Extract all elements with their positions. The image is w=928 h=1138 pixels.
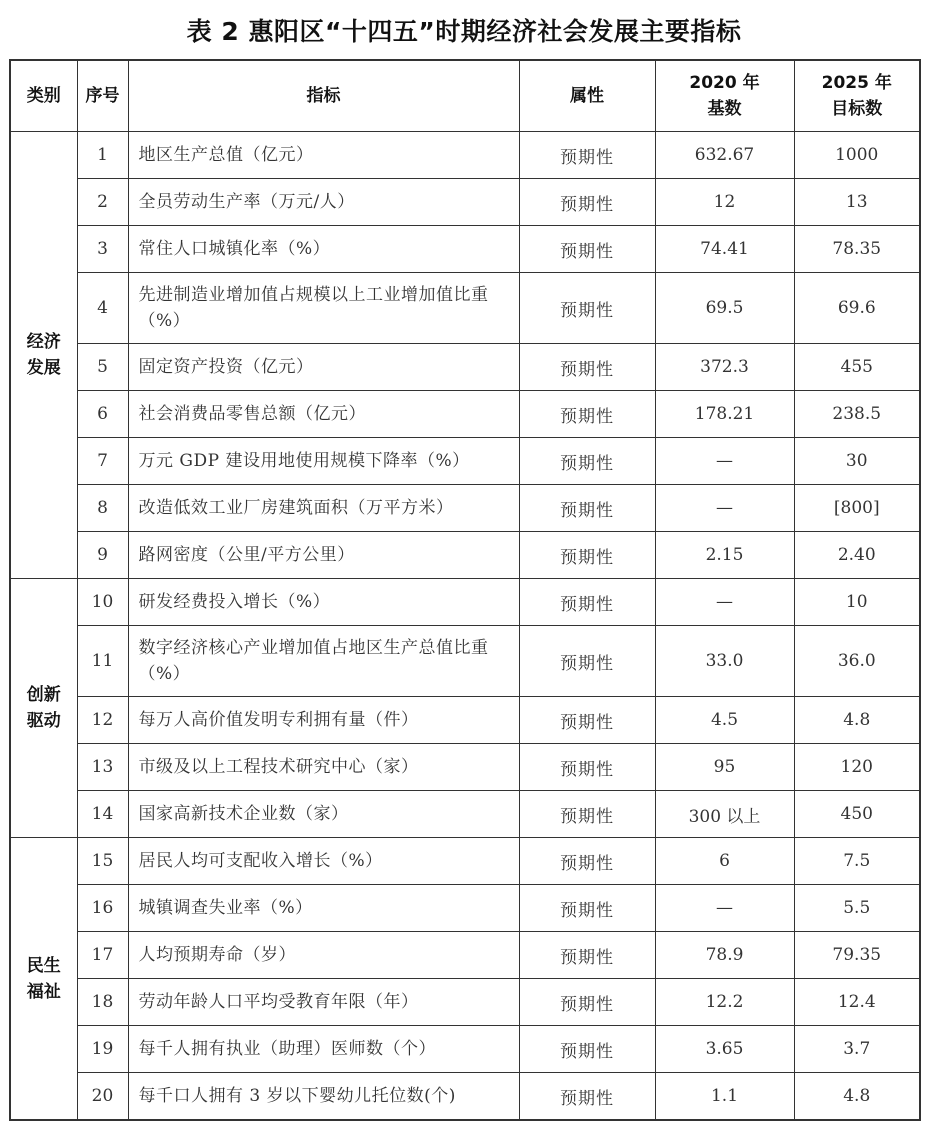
indicator-cell: 固定资产投资（亿元） [128, 344, 519, 391]
attribute-cell: 预期性 [519, 179, 655, 226]
seq-cell: 9 [77, 532, 128, 579]
seq-cell: 1 [77, 132, 128, 179]
header-row [10, 60, 920, 132]
target-2025-cell: 10 [794, 579, 920, 626]
attribute-cell: 预期性 [519, 744, 655, 791]
target-2025-cell: 13 [794, 179, 920, 226]
category-cell-wellbeing [10, 838, 77, 1121]
target-2025-cell: 4.8 [794, 697, 920, 744]
category-label-line1: 民生 [26, 955, 61, 976]
indicator-cell: 先进制造业增加值占规模以上工业增加值比重（%） [128, 273, 519, 344]
base-2020-cell: 632.67 [655, 132, 794, 179]
indicator-cell: 社会消费品零售总额（亿元） [128, 391, 519, 438]
header-base-2020-line1: 2020 年 [689, 73, 760, 93]
base-2020-cell: 3.65 [655, 1026, 794, 1073]
base-2020-cell: 1.1 [655, 1073, 794, 1121]
indicator-cell: 地区生产总值（亿元） [128, 132, 519, 179]
indicator-cell: 每万人高价值发明专利拥有量（件） [128, 697, 519, 744]
target-2025-cell: 1000 [794, 132, 920, 179]
target-2025-cell: 455 [794, 344, 920, 391]
indicator-cell: 国家高新技术企业数（家） [128, 791, 519, 838]
seq-cell: 3 [77, 226, 128, 273]
table-row [10, 697, 920, 744]
header-base-2020-line2: 基数 [707, 99, 742, 119]
table-row [10, 438, 920, 485]
seq-cell: 8 [77, 485, 128, 532]
target-2025-cell: 5.5 [794, 885, 920, 932]
category-label-line2: 福祉 [26, 981, 61, 1002]
header-target-2025 [794, 60, 920, 132]
indicator-cell: 每千人拥有执业（助理）医师数（个） [128, 1026, 519, 1073]
header-attribute: 属性 [519, 60, 655, 132]
indicator-cell: 数字经济核心产业增加值占地区生产总值比重（%） [128, 626, 519, 697]
category-cell-economy [10, 132, 77, 579]
header-category: 类别 [10, 60, 77, 132]
table-row [10, 1073, 920, 1121]
indicator-cell: 居民人均可支配收入增长（%） [128, 838, 519, 885]
base-2020-cell: 6 [655, 838, 794, 885]
seq-cell: 14 [77, 791, 128, 838]
target-2025-cell: 4.8 [794, 1073, 920, 1121]
seq-cell: 5 [77, 344, 128, 391]
header-target-2025-line2: 目标数 [831, 99, 883, 119]
base-2020-cell: — [655, 485, 794, 532]
table-row [10, 791, 920, 838]
attribute-cell: 预期性 [519, 485, 655, 532]
table-row [10, 626, 920, 697]
attribute-cell: 预期性 [519, 344, 655, 391]
seq-cell: 18 [77, 979, 128, 1026]
attribute-cell: 预期性 [519, 226, 655, 273]
table-row [10, 391, 920, 438]
target-2025-cell: 79.35 [794, 932, 920, 979]
seq-cell: 19 [77, 1026, 128, 1073]
table-row [10, 179, 920, 226]
attribute-cell: 预期性 [519, 1026, 655, 1073]
seq-cell: 12 [77, 697, 128, 744]
base-2020-cell: 372.3 [655, 344, 794, 391]
table-row [10, 744, 920, 791]
seq-cell: 15 [77, 838, 128, 885]
indicator-cell: 每千口人拥有 3 岁以下婴幼儿托位数(个) [128, 1073, 519, 1121]
table-row [10, 932, 920, 979]
base-2020-cell: 33.0 [655, 626, 794, 697]
category-label-line1: 创新 [26, 685, 61, 705]
seq-cell: 6 [77, 391, 128, 438]
table-row [10, 838, 920, 885]
seq-cell: 2 [77, 179, 128, 226]
header-indicator: 指标 [128, 60, 519, 132]
category-label-line2: 发展 [26, 358, 61, 378]
target-2025-cell: 3.7 [794, 1026, 920, 1073]
attribute-cell: 预期性 [519, 626, 655, 697]
target-2025-cell: 7.5 [794, 838, 920, 885]
attribute-cell: 预期性 [519, 979, 655, 1026]
seq-cell: 4 [77, 273, 128, 344]
target-2025-cell: 450 [794, 791, 920, 838]
base-2020-cell: 2.15 [655, 532, 794, 579]
table-row [10, 532, 920, 579]
base-2020-cell: 4.5 [655, 697, 794, 744]
seq-cell: 17 [77, 932, 128, 979]
table-title: 表 2 惠阳区“十四五”时期经济社会发展主要指标 [186, 17, 742, 46]
seq-cell: 16 [77, 885, 128, 932]
base-2020-cell: — [655, 438, 794, 485]
target-2025-cell: 30 [794, 438, 920, 485]
attribute-cell: 预期性 [519, 532, 655, 579]
seq-cell: 10 [77, 579, 128, 626]
base-2020-cell: — [655, 885, 794, 932]
table-row [10, 132, 920, 179]
attribute-cell: 预期性 [519, 932, 655, 979]
attribute-cell: 预期性 [519, 579, 655, 626]
target-2025-cell: 2.40 [794, 532, 920, 579]
attribute-cell: 预期性 [519, 438, 655, 485]
attribute-cell: 预期性 [519, 273, 655, 344]
target-2025-cell: 69.6 [794, 273, 920, 344]
target-2025-cell: 12.4 [794, 979, 920, 1026]
seq-cell: 20 [77, 1073, 128, 1121]
category-label-line2: 驱动 [26, 711, 61, 731]
header-target-2025-line1: 2025 年 [821, 73, 892, 93]
target-2025-cell: 36.0 [794, 626, 920, 697]
base-2020-cell: 74.41 [655, 226, 794, 273]
base-2020-cell: 95 [655, 744, 794, 791]
indicator-cell: 全员劳动生产率（万元/人） [128, 179, 519, 226]
target-2025-cell: 78.35 [794, 226, 920, 273]
table-row [10, 579, 920, 626]
seq-cell: 7 [77, 438, 128, 485]
attribute-cell: 预期性 [519, 697, 655, 744]
base-2020-cell: 300 以上 [655, 791, 794, 838]
indicator-cell: 常住人口城镇化率（%） [128, 226, 519, 273]
target-2025-cell: [800] [794, 485, 920, 532]
attribute-cell: 预期性 [519, 885, 655, 932]
base-2020-cell: 12.2 [655, 979, 794, 1026]
seq-cell: 13 [77, 744, 128, 791]
base-2020-cell: 78.9 [655, 932, 794, 979]
header-base-2020 [655, 60, 794, 132]
category-label-line1: 经济 [26, 332, 61, 352]
table-row [10, 885, 920, 932]
attribute-cell: 预期性 [519, 838, 655, 885]
attribute-cell: 预期性 [519, 391, 655, 438]
indicator-cell: 城镇调查失业率（%） [128, 885, 519, 932]
indicator-cell: 路网密度（公里/平方公里） [128, 532, 519, 579]
seq-cell: 11 [77, 626, 128, 697]
base-2020-cell: — [655, 579, 794, 626]
indicator-cell: 万元 GDP 建设用地使用规模下降率（%） [128, 438, 519, 485]
table-row [10, 273, 920, 344]
attribute-cell: 预期性 [519, 791, 655, 838]
indicator-cell: 人均预期寿命（岁） [128, 932, 519, 979]
table-row [10, 1026, 920, 1073]
indicator-cell: 研发经费投入增长（%） [128, 579, 519, 626]
table-row [10, 344, 920, 391]
base-2020-cell: 69.5 [655, 273, 794, 344]
base-2020-cell: 12 [655, 179, 794, 226]
table-row [10, 979, 920, 1026]
target-2025-cell: 238.5 [794, 391, 920, 438]
attribute-cell: 预期性 [519, 132, 655, 179]
indicators-table [9, 59, 921, 1121]
table-row [10, 226, 920, 273]
indicator-cell: 劳动年龄人口平均受教育年限（年） [128, 979, 519, 1026]
indicator-cell: 改造低效工业厂房建筑面积（万平方米） [128, 485, 519, 532]
attribute-cell: 预期性 [519, 1073, 655, 1121]
indicator-cell: 市级及以上工程技术研究中心（家） [128, 744, 519, 791]
category-cell-innovation [10, 579, 77, 838]
table-row [10, 485, 920, 532]
base-2020-cell: 178.21 [655, 391, 794, 438]
target-2025-cell: 120 [794, 744, 920, 791]
header-seq: 序号 [77, 60, 128, 132]
